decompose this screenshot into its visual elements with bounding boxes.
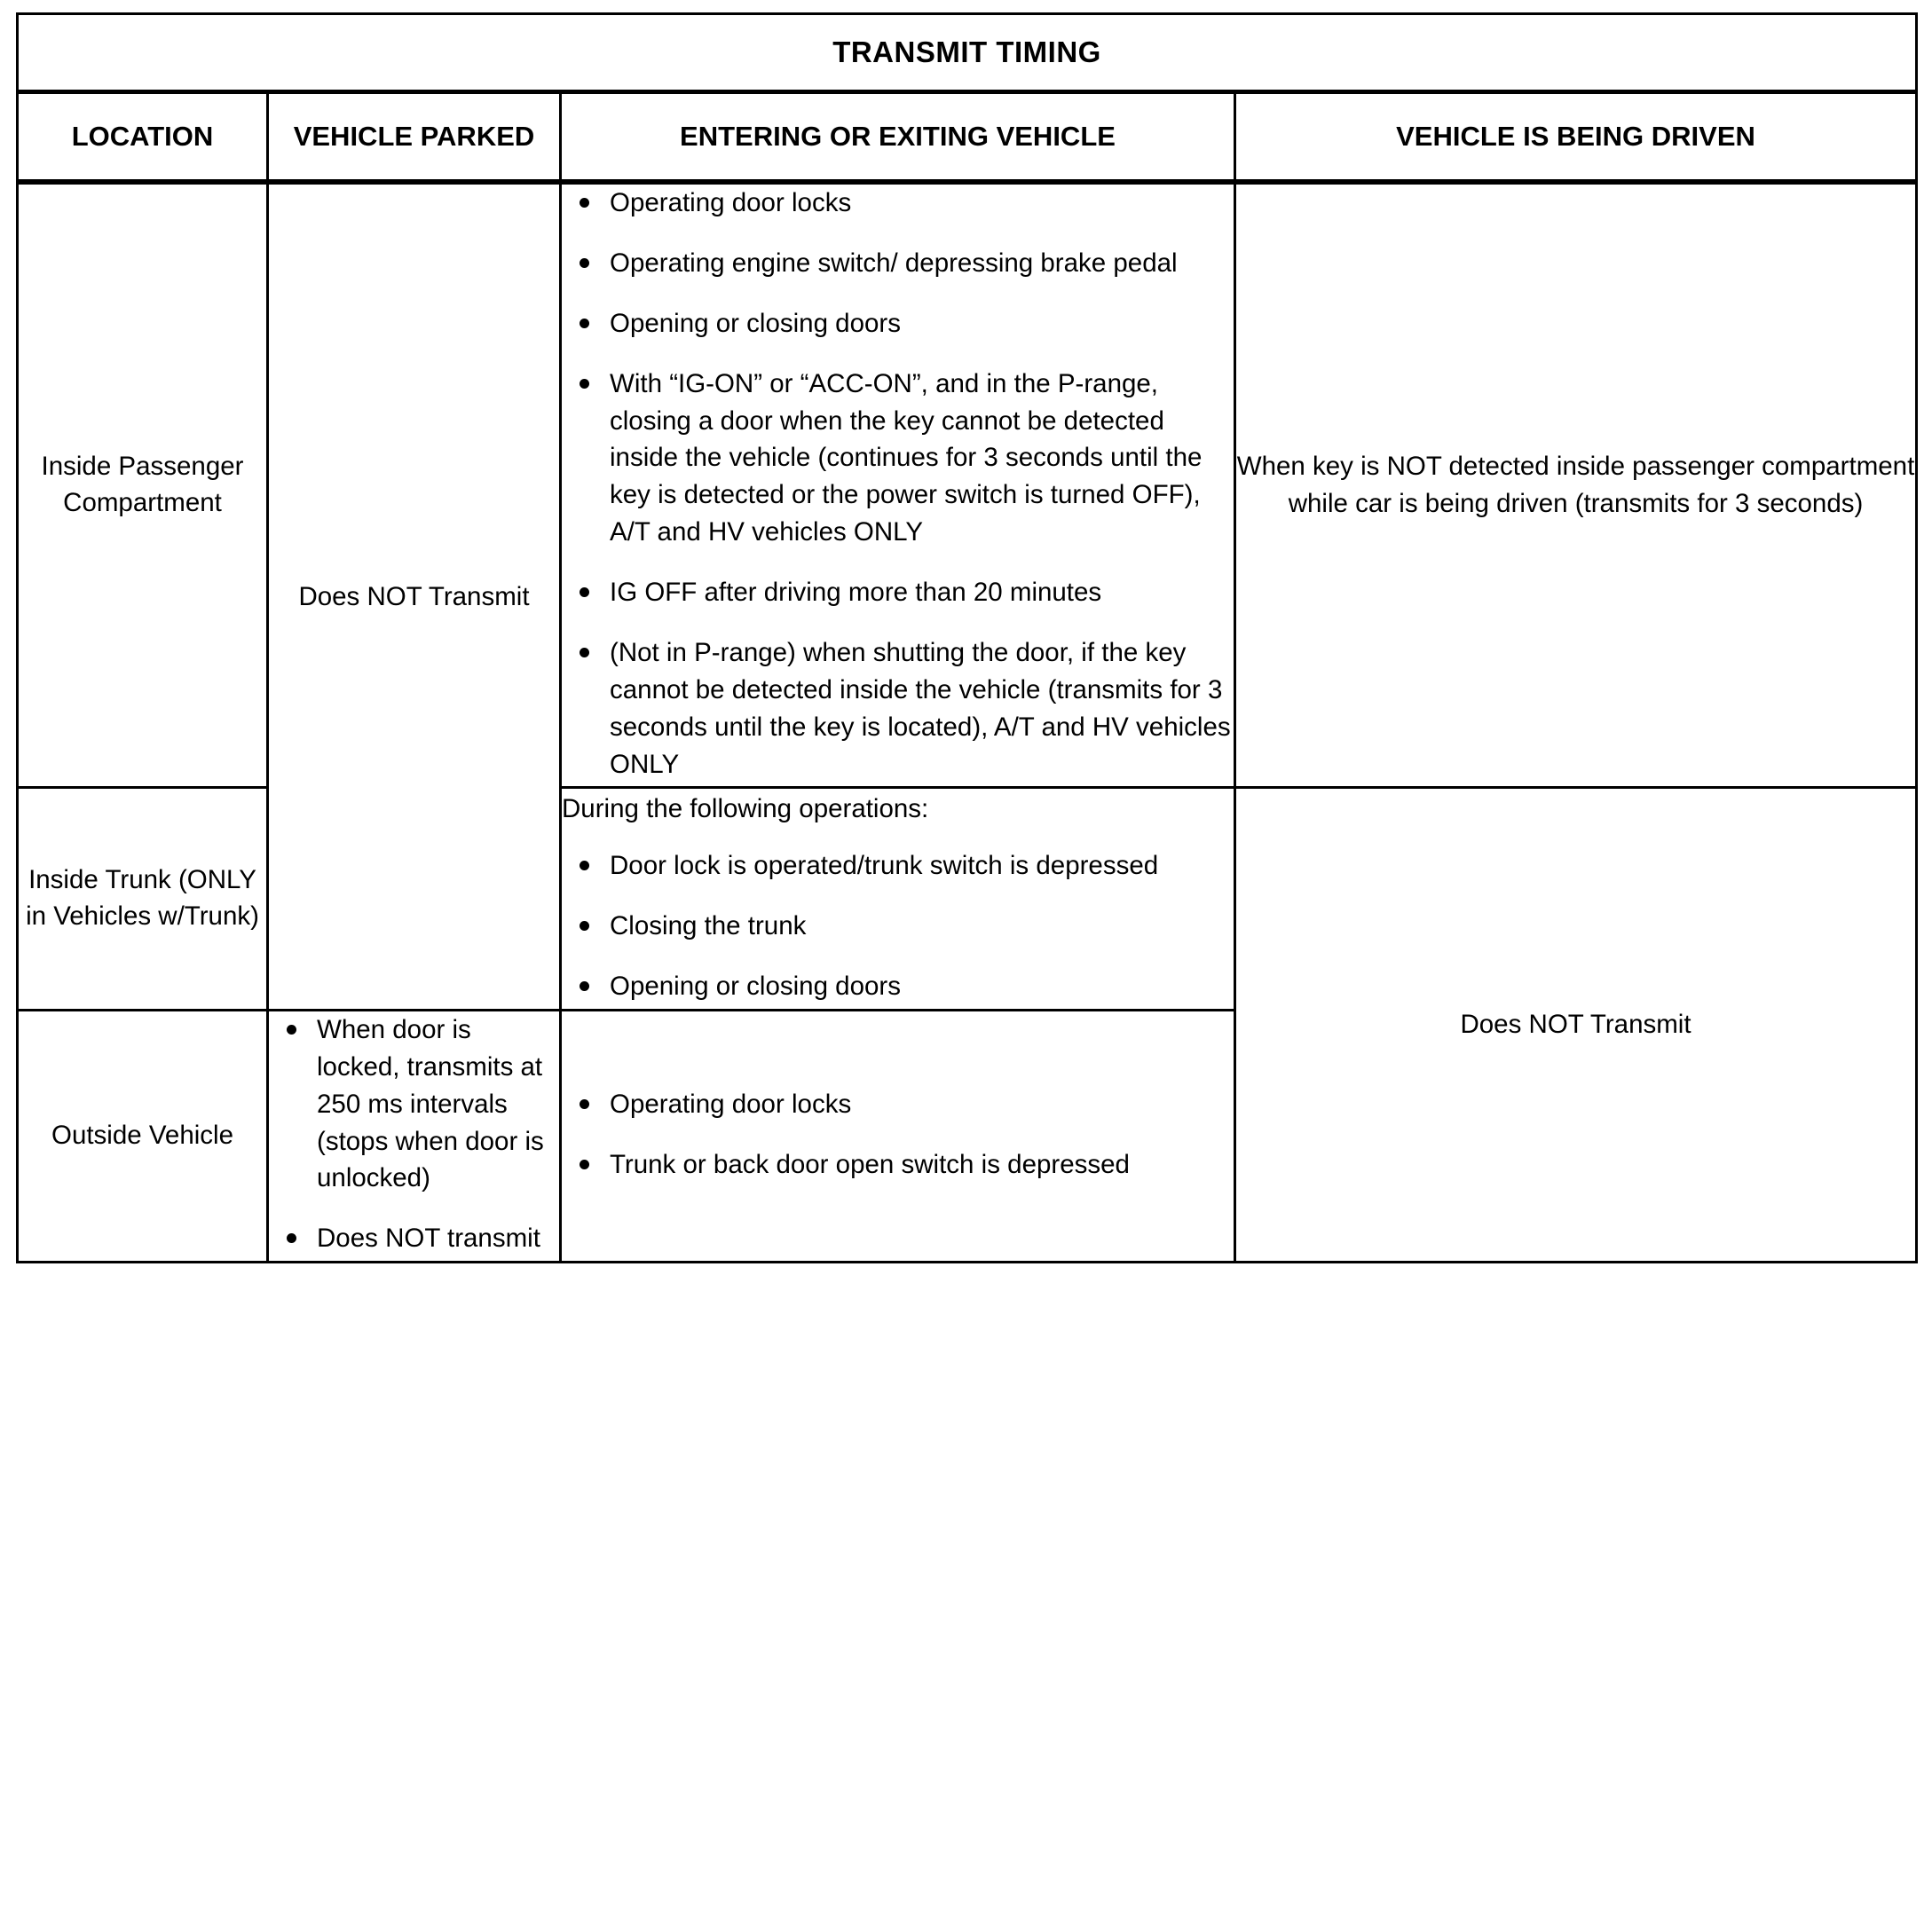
column-header-location: LOCATION — [18, 92, 268, 183]
row1-bullet-list — [562, 185, 1234, 783]
row1-being-driven: When key is NOT detected inside passenger compartment while car is being driven (transmits for 3 seconds) — [1235, 182, 1917, 788]
list-item: IG OFF after driving more than 20 minutes — [603, 574, 1234, 611]
row2-lead-text: During the following operations: — [562, 794, 929, 824]
row2-being-driven: Does NOT Transmit — [1235, 788, 1917, 1263]
table-title: TRANSMIT TIMING — [18, 14, 1917, 92]
list-item: Operating engine switch/ depressing brake pedal — [603, 245, 1234, 282]
row2-entering-exiting — [561, 788, 1235, 1011]
row1-location: Inside Passenger Compartment — [18, 182, 268, 788]
list-item: With “IG-ON” or “ACC-ON”, and in the P-range, closing a door when the key cannot be detected inside the vehicle (continues for 3 seconds until the key is detected or the power switch is turned OFF), A/T and HV vehicles ONLY — [603, 366, 1234, 551]
column-header-vehicle-parked: VEHICLE PARKED — [268, 92, 561, 183]
list-item: Trunk or back door open switch is depressed — [603, 1146, 1234, 1184]
transmit-timing-table — [16, 12, 1918, 1263]
list-item: Door lock is operated/trunk switch is depressed — [603, 847, 1234, 885]
column-header-being-driven: VEHICLE IS BEING DRIVEN — [1235, 92, 1917, 183]
row3-bullet-list — [562, 1086, 1234, 1184]
row3-parked-bullet-list — [269, 1011, 559, 1257]
list-item: (Not in P-range) when shutting the door, if the key cannot be detected inside the vehicle (transmits for 3 seconds until the key is located), A/T and HV vehicles ONLY — [603, 634, 1234, 783]
row1-entering-exiting — [561, 182, 1235, 788]
list-item: Opening or closing doors — [603, 305, 1234, 342]
column-header-entering-exiting: ENTERING OR EXITING VEHICLE — [561, 92, 1235, 183]
row3-entering-exiting — [561, 1010, 1235, 1262]
row2-location: Inside Trunk (ONLY in Vehicles w/Trunk) — [18, 788, 268, 1011]
row1-vehicle-parked: Does NOT Transmit — [268, 182, 561, 1010]
table-title-row — [18, 14, 1917, 92]
list-item: Operating door locks — [603, 1086, 1234, 1123]
list-item: Opening or closing doors — [603, 968, 1234, 1005]
table-row — [18, 182, 1917, 788]
list-item: Operating door locks — [603, 185, 1234, 222]
row3-vehicle-parked — [268, 1010, 561, 1262]
list-item: Closing the trunk — [603, 908, 1234, 945]
list-item: When door is locked, transmits at 250 ms intervals (stops when door is unlocked) — [310, 1011, 559, 1197]
list-item: Does NOT transmit — [310, 1220, 559, 1257]
table-header-row — [18, 92, 1917, 183]
row3-location: Outside Vehicle — [18, 1010, 268, 1262]
row2-bullet-list — [562, 847, 1234, 1005]
